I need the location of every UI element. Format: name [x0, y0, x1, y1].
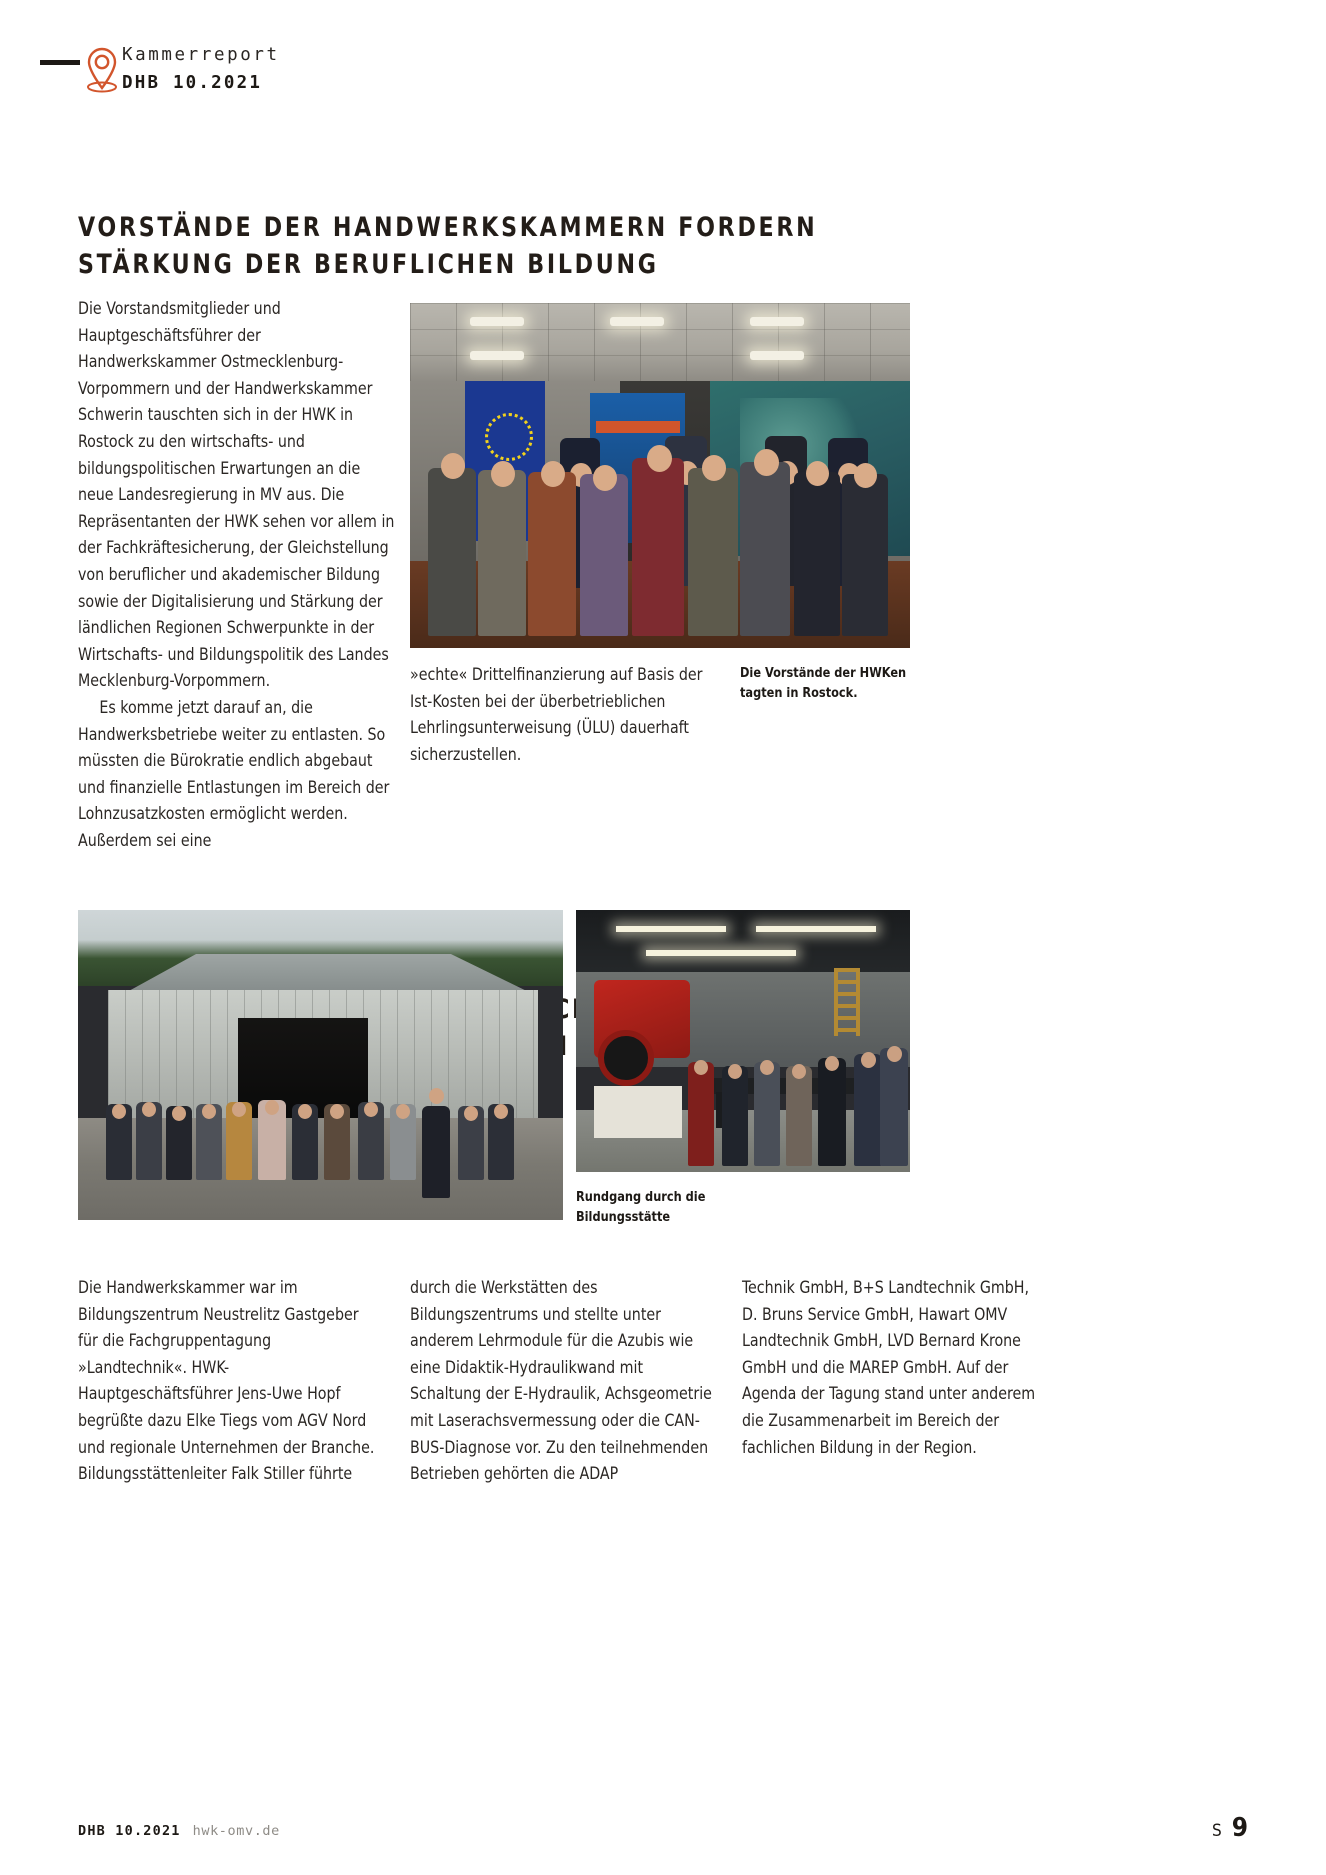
article1-heading: [78, 210, 817, 283]
article1-column-1: [78, 296, 396, 854]
location-pin-icon: [85, 46, 119, 94]
footer-issue: DHB 10.2021: [78, 1823, 181, 1839]
masthead-rule: [40, 60, 80, 65]
footer-left-block: [78, 1823, 280, 1839]
page-footer: [0, 1805, 1326, 1875]
article2-column-2: [410, 1275, 714, 1488]
article2-col1-text: Die Handwerkskammer war im Bildungszentrum Neustrelitz Gastgeber für die Fachgruppentagung »Landtechnik«. HWK-Hauptgeschäftsführer Jens-Uwe Hopf begrüßte dazu Elke Tiegs vom AGV Nord und regionale Unternehmen der Branche. Bildungsstättenleiter Falk Stiller führte: [78, 1278, 375, 1484]
article1-heading-line1: VORSTÄNDE DER HANDWERKSKAMMERN FORDERN: [78, 212, 818, 243]
article2-col3-text: Technik GmbH, B+S Landtechnik GmbH, D. Bruns Service GmbH, Hawart OMV Landtechnik GmbH, LVD Bernard Krone GmbH und die MAREP GmbH. Auf der Agenda der Tagung stand unter anderem die Zusammenarbeit im Bereich der fachlichen Bildung in der Region.: [742, 1278, 1036, 1457]
article1-col2-para1: »echte« Drittelfinanzierung auf Basis der Ist-Kosten bei der überbetrieblichen Lehrlingsunterweisung (ÜLU) dauerhaft sicherzustellen.: [410, 665, 703, 764]
article2-photo-right: [576, 910, 910, 1172]
article2-column-1: [78, 1275, 377, 1488]
footer-url[interactable]: hwk-omv.de: [192, 1823, 280, 1839]
article1-photo: [410, 303, 910, 648]
article2-column-3: [742, 1275, 1041, 1461]
article2-col2-text: durch die Werkstätten des Bildungszentrums und stellte unter anderem Lehrmodule für die Azubis wie eine Didaktik-Hydraulikwand mit Schaltung der E-Hydraulik, Achsgeometrie mit Laserachsvermessung oder die CAN-BUS-Diagnose vor. Zu den teilnehmenden Betrieben gehörten die ADAP: [410, 1278, 712, 1484]
masthead-text-block: [122, 45, 280, 95]
article2-photo-caption: Rundgang durch die Bildungsstätte: [576, 1190, 706, 1225]
article1-col1-para1: Die Vorstandsmitglieder und Hauptgeschäftsführer der Handwerkskammer Ostmecklenburg-Vorpommern und der Handwerkskammer Schwerin tauschten sich in der HWK in Rostock zu den wirtschafts- und bildungspolitischen Erwartungen an die neue Landesregierung in MV aus. Die Repräsentanten der HWK sehen vor allem in der Fachkräftesicherung, der Gleichstellung von beruflicher und akademischer Bildung sowie der Digitalisierung und Stärkung der ländlichen Regionen Schwerpunkte in der Wirtschafts- und Bildungspolitik des Landes Mecklenburg-Vorpommern.: [78, 299, 395, 691]
masthead-issue: DHB 10.2021: [122, 72, 263, 93]
footer-right-block: [1212, 1813, 1248, 1843]
masthead: [0, 24, 1326, 93]
article1-heading-line2: STÄRKUNG DER BERUFLICHEN BILDUNG: [78, 248, 659, 280]
article1-col1-para2: Es komme jetzt darauf an, die Handwerksbetriebe weiter zu entlasten. So müssten die Bürokratie endlich abgebaut und finanzielle Entlastungen im Bereich der Lohnzusatzkosten ermöglicht werden. Außerdem sei eine: [78, 697, 390, 850]
article1-column-2: [410, 662, 719, 768]
article2-photo-left: [78, 910, 563, 1220]
masthead-kicker: Kammerreport: [122, 45, 280, 65]
footer-page-number: 9: [1231, 1813, 1248, 1843]
footer-page-prefix: S: [1212, 1821, 1222, 1841]
article1-photo-caption: Die Vorstände der HWKen tagten in Rostock.: [740, 666, 907, 701]
